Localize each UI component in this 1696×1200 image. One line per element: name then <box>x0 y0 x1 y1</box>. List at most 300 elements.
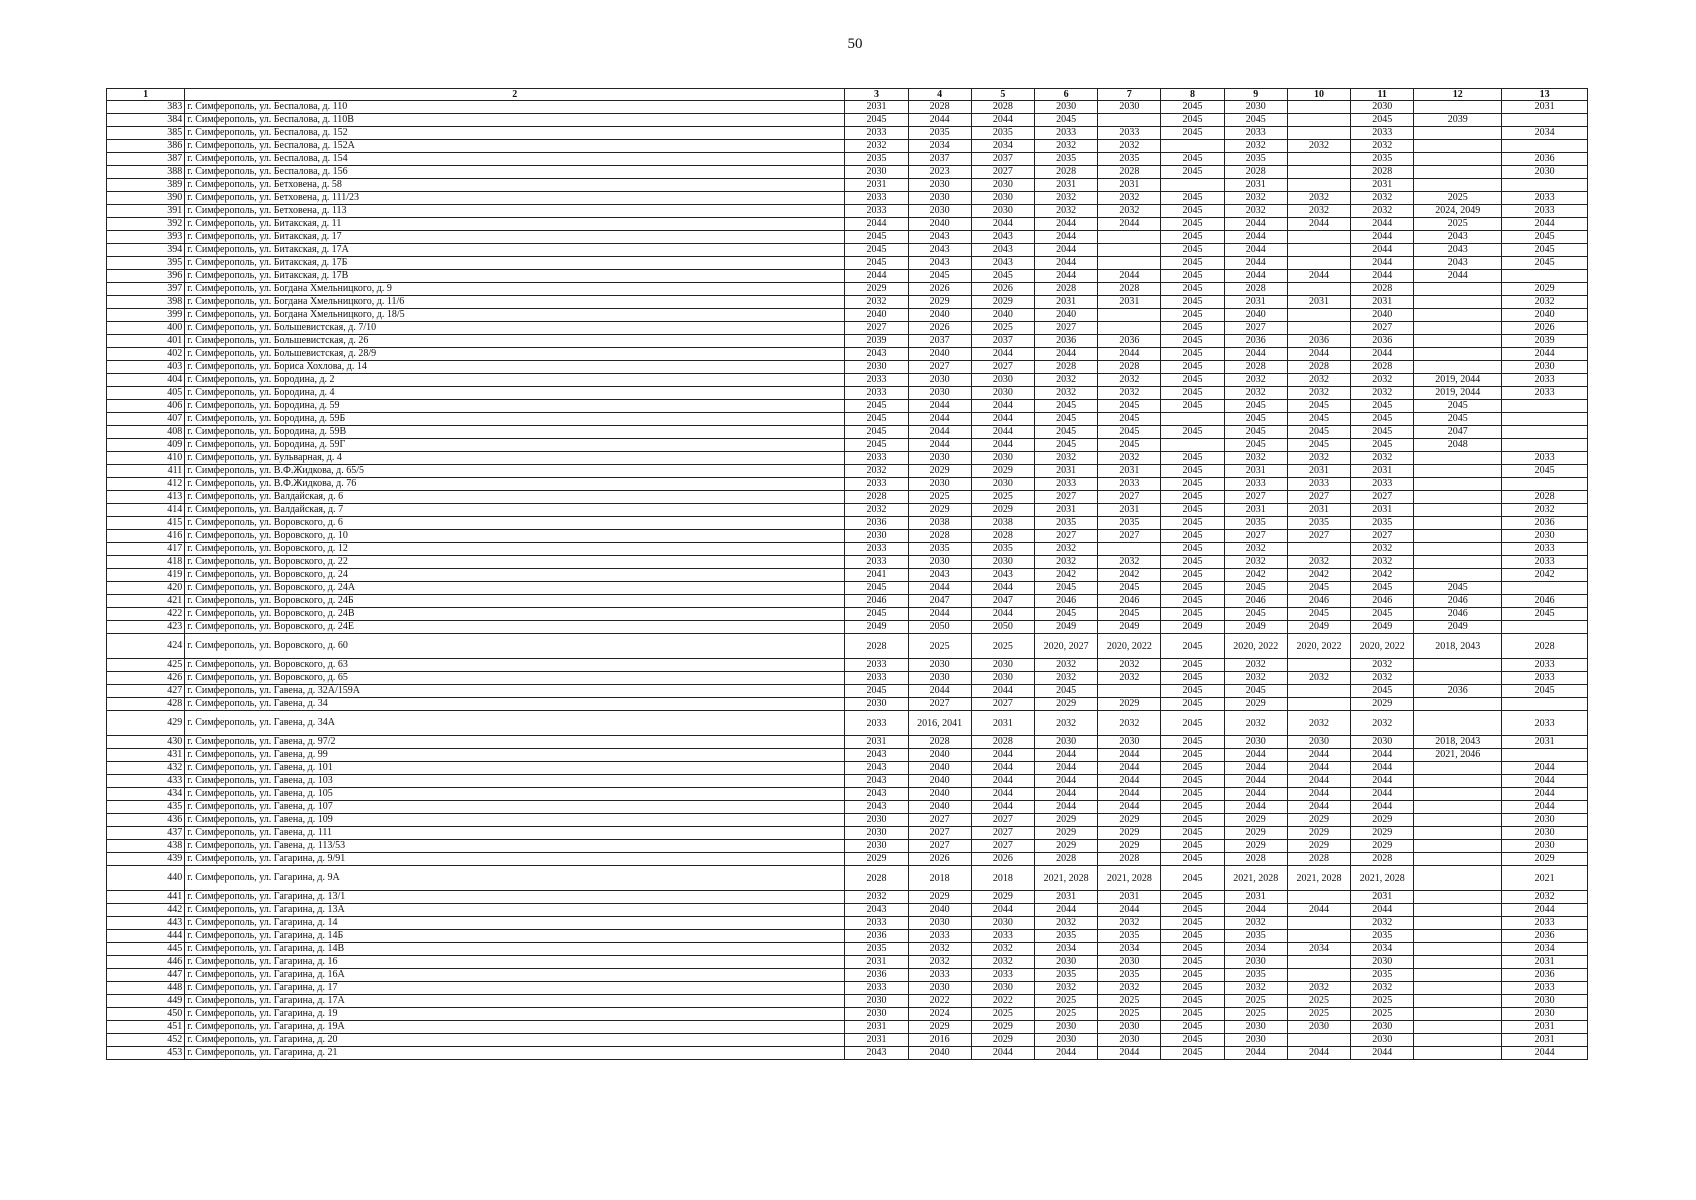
year-cell: 2049 <box>1224 621 1287 634</box>
year-cell: 2027 <box>971 827 1034 840</box>
year-cell: 2045 <box>1161 127 1224 140</box>
year-cell: 2044 <box>1098 218 1161 231</box>
address-cell: г. Симферополь, ул. Битакская, д. 17Б <box>185 257 845 270</box>
row-number: 428 <box>107 698 185 711</box>
address-cell: г. Симферополь, ул. Битакская, д. 17В <box>185 270 845 283</box>
year-cell: 2033 <box>845 192 908 205</box>
year-cell: 2030 <box>908 478 971 491</box>
table-row <box>107 659 1588 672</box>
year-cell: 2032 <box>1351 374 1414 387</box>
year-cell: 2045 <box>1161 491 1224 504</box>
year-cell: 2044 <box>1414 270 1502 283</box>
year-cell <box>1161 140 1224 153</box>
year-cell: 2043 <box>971 569 1034 582</box>
year-cell: 2044 <box>908 413 971 426</box>
year-cell: 2031 <box>1287 296 1350 309</box>
year-cell: 2035 <box>908 127 971 140</box>
year-cell: 2032 <box>845 465 908 478</box>
year-cell <box>1287 956 1350 969</box>
year-cell: 2035 <box>1224 969 1287 982</box>
year-cell <box>1414 659 1502 672</box>
address-cell: г. Симферополь, ул. Большевистская, д. 26 <box>185 335 845 348</box>
year-cell: 2045 <box>1351 608 1414 621</box>
row-number: 433 <box>107 775 185 788</box>
year-cell: 2030 <box>1502 361 1588 374</box>
year-cell: 2032 <box>1035 192 1098 205</box>
year-cell: 2045 <box>1502 685 1588 698</box>
year-cell: 2045 <box>1161 788 1224 801</box>
year-cell <box>1287 231 1350 244</box>
row-number: 424 <box>107 634 185 659</box>
row-number: 399 <box>107 309 185 322</box>
year-cell: 2045 <box>1161 218 1224 231</box>
address-cell: г. Симферополь, ул. Гавена, д. 34А <box>185 711 845 736</box>
row-number: 445 <box>107 943 185 956</box>
year-cell: 2033 <box>1035 478 1098 491</box>
year-cell: 2029 <box>908 1021 971 1034</box>
year-cell: 2044 <box>1351 1047 1414 1060</box>
year-cell: 2044 <box>971 762 1034 775</box>
year-cell: 2045 <box>1224 608 1287 621</box>
address-cell: г. Симферополь, ул. Беспалова, д. 110В <box>185 114 845 127</box>
year-cell: 2045 <box>1161 775 1224 788</box>
table-row <box>107 244 1588 257</box>
year-cell: 2042 <box>1287 569 1350 582</box>
year-cell: 2044 <box>971 685 1034 698</box>
year-cell <box>1414 465 1502 478</box>
year-cell: 2045 <box>1161 426 1224 439</box>
row-number: 444 <box>107 930 185 943</box>
year-cell: 2029 <box>971 1034 1034 1047</box>
year-cell: 2032 <box>1035 917 1098 930</box>
year-cell: 2026 <box>908 322 971 335</box>
year-cell: 2031 <box>1035 465 1098 478</box>
year-cell: 2035 <box>1098 517 1161 530</box>
year-cell: 2027 <box>908 814 971 827</box>
column-header: 1 <box>107 89 185 101</box>
address-cell: г. Симферополь, ул. Большевистская, д. 7/10 <box>185 322 845 335</box>
year-cell: 2045 <box>1287 413 1350 426</box>
year-cell: 2044 <box>1287 218 1350 231</box>
year-cell: 2029 <box>1351 814 1414 827</box>
year-cell: 2033 <box>845 672 908 685</box>
row-number: 394 <box>107 244 185 257</box>
address-cell: г. Симферополь, ул. Бородина, д. 4 <box>185 387 845 400</box>
year-cell: 2045 <box>1161 530 1224 543</box>
year-cell: 2025 <box>1287 995 1350 1008</box>
year-cell: 2043 <box>971 244 1034 257</box>
year-cell <box>1161 413 1224 426</box>
year-cell: 2045 <box>1161 866 1224 891</box>
address-cell: г. Симферополь, ул. Гавена, д. 99 <box>185 749 845 762</box>
year-cell: 2040 <box>908 218 971 231</box>
year-cell: 2029 <box>1035 698 1098 711</box>
year-cell: 2044 <box>1098 348 1161 361</box>
year-cell: 2037 <box>971 335 1034 348</box>
year-cell: 2045 <box>1161 309 1224 322</box>
year-cell: 2045 <box>1098 608 1161 621</box>
year-cell: 2044 <box>908 426 971 439</box>
year-cell: 2035 <box>1351 153 1414 166</box>
year-cell: 2043 <box>908 244 971 257</box>
row-number: 437 <box>107 827 185 840</box>
year-cell <box>1414 814 1502 827</box>
year-cell: 2045 <box>1502 257 1588 270</box>
year-cell: 2046 <box>1098 595 1161 608</box>
year-cell: 2045 <box>1161 969 1224 982</box>
year-cell: 2029 <box>908 504 971 517</box>
year-cell: 2026 <box>971 853 1034 866</box>
row-number: 406 <box>107 400 185 413</box>
row-number: 413 <box>107 491 185 504</box>
page-number: 50 <box>847 36 863 52</box>
year-cell <box>1414 904 1502 917</box>
address-cell: г. Симферополь, ул. Воровского, д. 6 <box>185 517 845 530</box>
table-row <box>107 556 1588 569</box>
address-cell: г. Симферополь, ул. Воровского, д. 60 <box>185 634 845 659</box>
year-cell: 2032 <box>1224 140 1287 153</box>
year-cell: 2045 <box>1161 465 1224 478</box>
year-cell: 2045 <box>1161 1047 1224 1060</box>
year-cell: 2025 <box>908 491 971 504</box>
row-number: 400 <box>107 322 185 335</box>
year-cell <box>1287 179 1350 192</box>
year-cell <box>1287 1034 1350 1047</box>
year-cell: 2031 <box>1098 891 1161 904</box>
year-cell: 2035 <box>1098 153 1161 166</box>
year-cell: 2031 <box>1098 179 1161 192</box>
table-row <box>107 711 1588 736</box>
year-cell: 2032 <box>1035 205 1098 218</box>
year-cell: 2026 <box>971 283 1034 296</box>
year-cell: 2030 <box>1035 736 1098 749</box>
year-cell <box>1287 543 1350 556</box>
year-cell: 2028 <box>1351 853 1414 866</box>
year-cell: 2028 <box>1287 361 1350 374</box>
year-cell: 2032 <box>845 296 908 309</box>
table-row <box>107 465 1588 478</box>
year-cell: 2032 <box>1035 543 1098 556</box>
year-cell: 2040 <box>1351 309 1414 322</box>
address-cell: г. Симферополь, ул. Бородина, д. 59Б <box>185 413 845 426</box>
year-cell <box>1502 478 1588 491</box>
year-cell: 2023 <box>908 166 971 179</box>
year-cell: 2028 <box>1098 361 1161 374</box>
row-number: 421 <box>107 595 185 608</box>
year-cell: 2033 <box>845 452 908 465</box>
row-number: 409 <box>107 439 185 452</box>
year-cell: 2036 <box>1502 517 1588 530</box>
table-row <box>107 504 1588 517</box>
table-row <box>107 698 1588 711</box>
year-cell: 2031 <box>845 1021 908 1034</box>
year-cell: 2025 <box>1035 995 1098 1008</box>
year-cell: 2044 <box>971 114 1034 127</box>
table-row <box>107 478 1588 491</box>
year-cell: 2033 <box>1502 543 1588 556</box>
row-number: 419 <box>107 569 185 582</box>
table-row <box>107 101 1588 114</box>
year-cell: 2045 <box>1224 426 1287 439</box>
year-cell <box>1414 827 1502 840</box>
row-number: 442 <box>107 904 185 917</box>
year-cell: 2033 <box>1502 374 1588 387</box>
year-cell <box>1287 101 1350 114</box>
year-cell: 2028 <box>908 101 971 114</box>
year-cell: 2033 <box>845 127 908 140</box>
row-number: 416 <box>107 530 185 543</box>
table-row <box>107 296 1588 309</box>
year-cell: 2025 <box>1414 218 1502 231</box>
year-cell: 2044 <box>1098 270 1161 283</box>
year-cell: 2045 <box>1161 891 1224 904</box>
year-cell <box>1414 1008 1502 1021</box>
year-cell: 2020, 2022 <box>1224 634 1287 659</box>
year-cell <box>1414 1034 1502 1047</box>
year-cell: 2028 <box>971 736 1034 749</box>
year-cell: 2030 <box>971 982 1034 995</box>
year-cell <box>1287 127 1350 140</box>
year-cell: 2045 <box>845 426 908 439</box>
year-cell: 2016 <box>908 1034 971 1047</box>
year-cell: 2044 <box>908 439 971 452</box>
year-cell <box>1287 244 1350 257</box>
year-cell: 2033 <box>1351 478 1414 491</box>
year-cell: 2035 <box>1224 517 1287 530</box>
year-cell: 2043 <box>845 775 908 788</box>
year-cell: 2032 <box>1035 140 1098 153</box>
year-cell: 2044 <box>1351 775 1414 788</box>
year-cell: 2044 <box>1035 348 1098 361</box>
year-cell: 2045 <box>1098 582 1161 595</box>
year-cell: 2027 <box>971 361 1034 374</box>
year-cell: 2044 <box>971 582 1034 595</box>
year-cell: 2043 <box>971 257 1034 270</box>
table-row <box>107 192 1588 205</box>
address-cell: г. Симферополь, ул. Валдайская, д. 6 <box>185 491 845 504</box>
year-cell: 2044 <box>1351 257 1414 270</box>
year-cell: 2035 <box>1224 930 1287 943</box>
address-cell: г. Симферополь, ул. Беспалова, д. 152 <box>185 127 845 140</box>
year-cell: 2036 <box>1502 930 1588 943</box>
year-cell: 2036 <box>1414 685 1502 698</box>
year-cell: 2032 <box>1098 556 1161 569</box>
year-cell: 2028 <box>1035 853 1098 866</box>
year-cell: 2033 <box>845 205 908 218</box>
year-cell: 2045 <box>1161 166 1224 179</box>
year-cell: 2045 <box>1035 426 1098 439</box>
year-cell: 2033 <box>845 374 908 387</box>
year-cell: 2045 <box>1035 582 1098 595</box>
year-cell: 2033 <box>1502 556 1588 569</box>
year-cell: 2049 <box>845 621 908 634</box>
table-row <box>107 930 1588 943</box>
year-cell: 2030 <box>908 556 971 569</box>
year-cell <box>1414 1021 1502 1034</box>
year-cell: 2044 <box>971 1047 1034 1060</box>
year-cell: 2049 <box>1287 621 1350 634</box>
year-cell: 2045 <box>1161 995 1224 1008</box>
year-cell: 2044 <box>1287 788 1350 801</box>
year-cell: 2030 <box>1351 101 1414 114</box>
year-cell: 2030 <box>845 814 908 827</box>
table-row <box>107 982 1588 995</box>
year-cell: 2045 <box>1287 426 1350 439</box>
year-cell: 2032 <box>1351 659 1414 672</box>
year-cell: 2026 <box>908 283 971 296</box>
year-cell: 2045 <box>1224 400 1287 413</box>
year-cell: 2037 <box>908 153 971 166</box>
year-cell <box>1414 309 1502 322</box>
year-cell: 2040 <box>908 749 971 762</box>
year-cell: 2033 <box>1224 478 1287 491</box>
year-cell: 2030 <box>845 995 908 1008</box>
year-cell: 2030 <box>1098 736 1161 749</box>
year-cell: 2045 <box>1224 439 1287 452</box>
year-cell: 2032 <box>1351 543 1414 556</box>
year-cell: 2029 <box>1502 853 1588 866</box>
year-cell: 2032 <box>1502 504 1588 517</box>
year-cell: 2044 <box>1287 801 1350 814</box>
year-cell: 2033 <box>1224 127 1287 140</box>
year-cell: 2027 <box>908 840 971 853</box>
year-cell: 2030 <box>1035 1021 1098 1034</box>
year-cell: 2018, 2043 <box>1414 736 1502 749</box>
year-cell: 2028 <box>1035 361 1098 374</box>
year-cell: 2028 <box>845 634 908 659</box>
year-cell: 2029 <box>1224 840 1287 853</box>
year-cell <box>1287 685 1350 698</box>
table-row <box>107 582 1588 595</box>
year-cell: 2044 <box>1224 1047 1287 1060</box>
table-row <box>107 608 1588 621</box>
year-cell: 2030 <box>845 698 908 711</box>
year-cell: 2044 <box>1287 749 1350 762</box>
year-cell: 2036 <box>845 969 908 982</box>
row-number: 427 <box>107 685 185 698</box>
year-cell: 2025 <box>1351 995 1414 1008</box>
year-cell: 2043 <box>971 231 1034 244</box>
column-header: 7 <box>1098 89 1161 101</box>
year-cell: 2040 <box>845 309 908 322</box>
year-cell: 2035 <box>1351 517 1414 530</box>
year-cell: 2031 <box>1098 296 1161 309</box>
year-cell <box>1414 943 1502 956</box>
year-cell: 2032 <box>1098 140 1161 153</box>
year-cell: 2045 <box>1161 582 1224 595</box>
year-cell: 2044 <box>971 426 1034 439</box>
address-cell: г. Симферополь, ул. Гавена, д. 109 <box>185 814 845 827</box>
row-number: 405 <box>107 387 185 400</box>
row-number: 404 <box>107 374 185 387</box>
year-cell: 2036 <box>1502 153 1588 166</box>
year-cell: 2031 <box>1351 504 1414 517</box>
table-row <box>107 1021 1588 1034</box>
year-cell: 2045 <box>1224 685 1287 698</box>
table-row <box>107 218 1588 231</box>
year-cell: 2045 <box>845 114 908 127</box>
year-cell: 2027 <box>908 827 971 840</box>
year-cell: 2044 <box>1502 348 1588 361</box>
year-cell: 2045 <box>1161 659 1224 672</box>
year-cell: 2032 <box>1098 659 1161 672</box>
year-cell: 2045 <box>908 270 971 283</box>
year-cell: 2030 <box>845 827 908 840</box>
year-cell: 2043 <box>908 231 971 244</box>
year-cell: 2045 <box>1161 853 1224 866</box>
year-cell <box>1414 179 1502 192</box>
year-cell: 2044 <box>1035 218 1098 231</box>
year-cell: 2045 <box>1351 413 1414 426</box>
year-cell: 2032 <box>1502 296 1588 309</box>
year-cell: 2044 <box>1098 801 1161 814</box>
table-row <box>107 840 1588 853</box>
year-cell: 2019, 2044 <box>1414 374 1502 387</box>
table-row <box>107 595 1588 608</box>
year-cell: 2032 <box>845 140 908 153</box>
year-cell <box>1414 452 1502 465</box>
year-cell: 2032 <box>1224 543 1287 556</box>
year-cell <box>1098 322 1161 335</box>
year-cell: 2025 <box>971 634 1034 659</box>
table-row <box>107 672 1588 685</box>
year-cell: 2044 <box>1035 270 1098 283</box>
table-row <box>107 634 1588 659</box>
year-cell: 2045 <box>1161 956 1224 969</box>
year-cell: 2032 <box>1224 711 1287 736</box>
address-cell: г. Симферополь, ул. Большевистская, д. 28/9 <box>185 348 845 361</box>
address-cell: г. Симферополь, ул. Воровского, д. 24Е <box>185 621 845 634</box>
year-cell: 2025 <box>1098 1008 1161 1021</box>
table-row <box>107 543 1588 556</box>
table-row <box>107 891 1588 904</box>
year-cell: 2032 <box>845 504 908 517</box>
year-cell: 2045 <box>845 413 908 426</box>
year-cell: 2045 <box>1035 685 1098 698</box>
year-cell: 2045 <box>1161 1008 1224 1021</box>
year-cell: 2040 <box>1224 309 1287 322</box>
year-cell: 2030 <box>1351 1034 1414 1047</box>
year-cell: 2044 <box>1351 231 1414 244</box>
address-cell: г. Симферополь, ул. Воровского, д. 63 <box>185 659 845 672</box>
year-cell: 2027 <box>908 698 971 711</box>
year-cell <box>1414 1047 1502 1060</box>
year-cell: 2045 <box>1224 582 1287 595</box>
year-cell: 2030 <box>908 374 971 387</box>
year-cell: 2030 <box>1224 101 1287 114</box>
year-cell: 2044 <box>1224 775 1287 788</box>
year-cell: 2049 <box>1098 621 1161 634</box>
year-cell: 2028 <box>1224 166 1287 179</box>
year-cell <box>1502 179 1588 192</box>
year-cell: 2034 <box>1287 943 1350 956</box>
year-cell: 2044 <box>971 775 1034 788</box>
year-cell <box>1414 517 1502 530</box>
year-cell: 2035 <box>1035 930 1098 943</box>
year-cell: 2044 <box>1035 775 1098 788</box>
year-cell: 2030 <box>908 659 971 672</box>
year-cell: 2032 <box>1098 982 1161 995</box>
row-number: 401 <box>107 335 185 348</box>
year-cell: 2045 <box>1161 374 1224 387</box>
year-cell: 2028 <box>1287 853 1350 866</box>
table-row <box>107 114 1588 127</box>
address-cell: г. Симферополь, ул. Воровского, д. 12 <box>185 543 845 556</box>
address-cell: г. Симферополь, ул. Воровского, д. 24В <box>185 608 845 621</box>
year-cell <box>1414 296 1502 309</box>
year-cell: 2034 <box>971 140 1034 153</box>
year-cell: 2033 <box>845 478 908 491</box>
